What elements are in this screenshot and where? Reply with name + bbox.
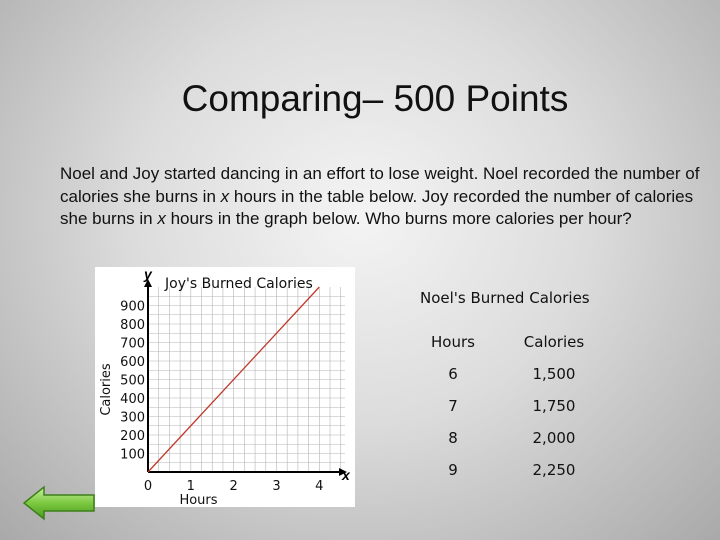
cell-calories: 2,250	[532, 461, 576, 479]
y-tick-label: 400	[120, 392, 145, 407]
x-tick-label: 0	[143, 479, 153, 494]
noel-table	[412, 326, 614, 486]
joy-chart	[95, 267, 355, 507]
cell-calories: 1,750	[532, 397, 576, 415]
cell-hours: 9	[448, 461, 458, 479]
x-tick-label: 4	[315, 479, 324, 494]
left-arrow-icon	[22, 485, 96, 521]
table-header-row	[412, 326, 614, 358]
y-axis-label: Calories	[99, 363, 114, 416]
question-part-3: hours in the graph below. Who burns more calories per hour?	[165, 209, 632, 228]
y-tick-label: 200	[120, 429, 145, 444]
question-part-1: Noel and Joy started dancing in an effort to lose weight. Noel recorded the number of calories she burns in	[60, 164, 700, 206]
x-tick-label: 1	[186, 479, 195, 494]
x-axis-variable: x	[342, 467, 350, 483]
x-axis-label: Hours	[179, 493, 218, 507]
x-tick-label: 2	[229, 479, 238, 494]
cell-calories: 2,000	[532, 429, 576, 447]
joy-chart-svg	[95, 267, 355, 507]
cell-hours: 6	[448, 365, 458, 383]
table-row	[412, 454, 614, 486]
back-button[interactable]	[22, 485, 96, 521]
cell-hours: 7	[448, 397, 458, 415]
y-axis-variable: y	[144, 267, 152, 282]
x-tick-label: 3	[272, 479, 281, 494]
y-tick-label: 300	[120, 410, 145, 426]
table-row	[412, 422, 614, 454]
y-tick-label: 600	[120, 355, 145, 370]
header-hours: Hours	[431, 333, 475, 351]
cell-hours: 8	[448, 429, 458, 447]
cell-calories: 1,500	[532, 365, 576, 383]
table-title: Noel's Burned Calories	[420, 289, 590, 307]
question-var-1: x	[220, 186, 230, 206]
y-tick-label: 700	[120, 336, 145, 352]
question-text	[60, 163, 700, 231]
question-part-2: hours in the table below. Joy recorded the number of calories she burns in	[60, 186, 694, 228]
y-tick-label: 100	[120, 447, 145, 463]
table-row	[412, 390, 614, 422]
chart-title: Joy's Burned Calories	[165, 276, 313, 292]
y-tick-label: 500	[120, 373, 145, 389]
table-row	[412, 358, 614, 390]
y-tick-label: 800	[120, 318, 145, 333]
header-calories: Calories	[523, 333, 585, 351]
question-var-2: x	[157, 209, 166, 228]
y-tick-label: 900	[120, 299, 145, 315]
slide-title: Comparing– 500 Points	[181, 78, 569, 119]
